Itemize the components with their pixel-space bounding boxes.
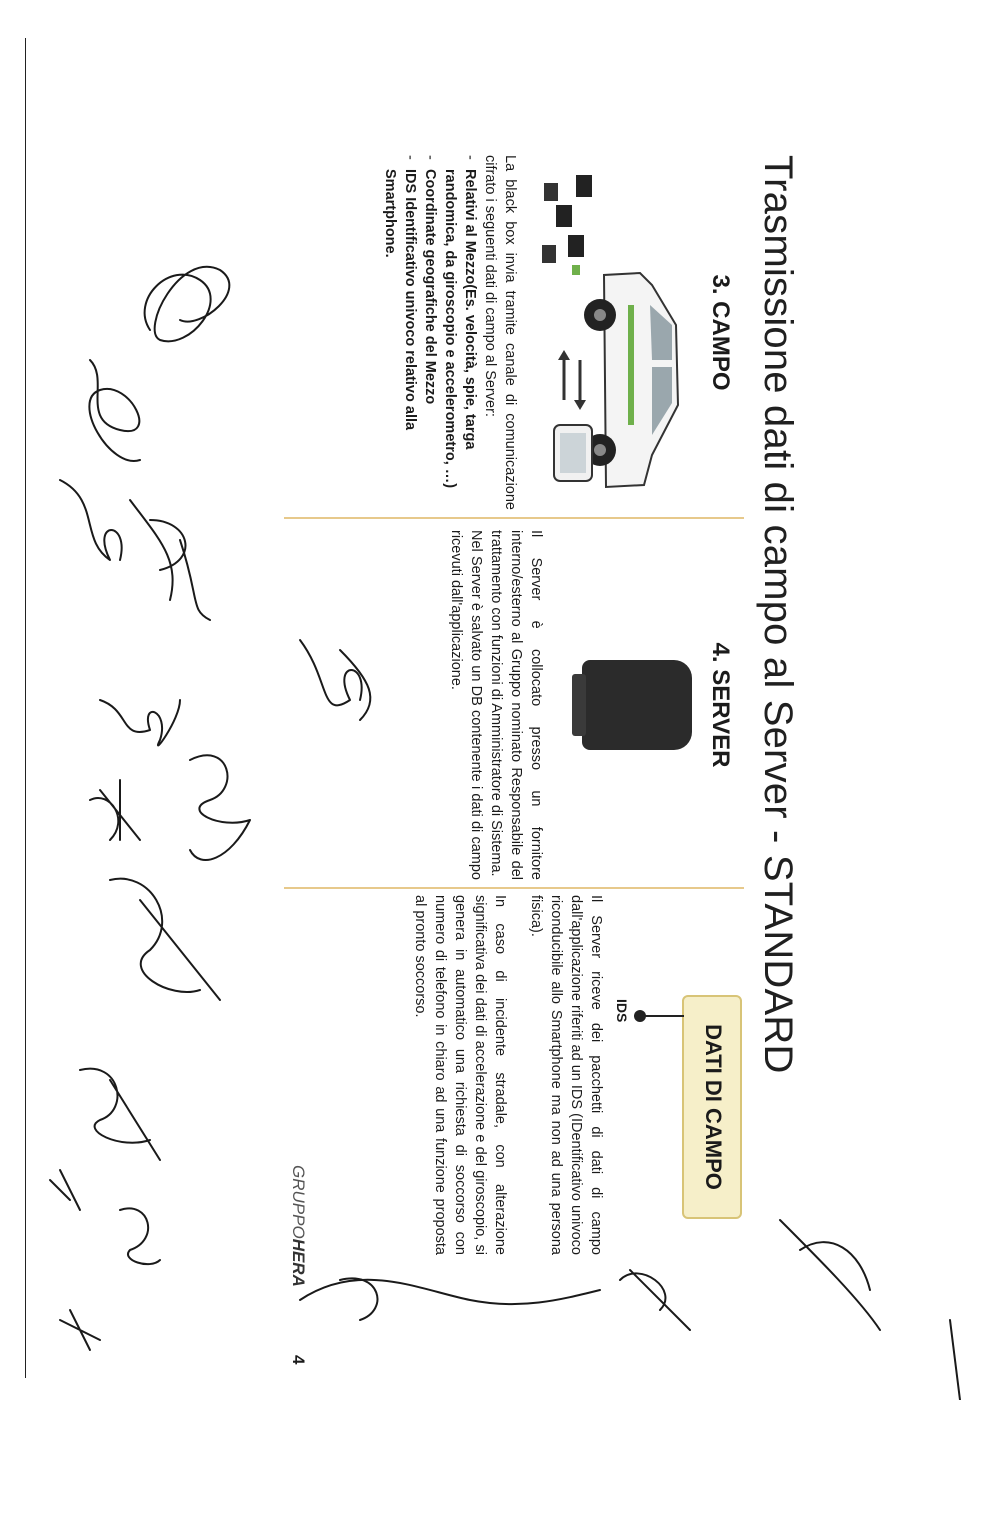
campo-intro: La black box invia tramite canale di comunicazione cifrato i seguenti dati di campo al Server:: [482, 155, 518, 510]
server-paragraph: Nel Server è salvato un DB contenente i dati di campo ricevuti dall'applicazione.: [448, 530, 484, 880]
spacer: [510, 895, 526, 1255]
dati-text: [410, 895, 606, 1255]
signature-mark: [145, 267, 230, 342]
dati-paragraph: Il Server riceve dei pacchetti di dati di campo dall'applicazione riferiti ad un IDS (IDentificativo univoco riconducibile allo Smartphone ma non ad una persona fisica).: [528, 895, 604, 1255]
slide-page: [244, 155, 804, 1515]
ids-connector-line: [642, 1015, 684, 1017]
signature-mark: [50, 1170, 80, 1210]
campo-bullet: - Coordinate geografiche del Mezzo: [420, 155, 440, 510]
signature-mark: [190, 755, 250, 860]
page-number: 4: [289, 1355, 308, 1365]
ids-connector-dot: [634, 1010, 646, 1022]
server-section: [446, 530, 734, 880]
dati-section: [412, 895, 734, 1255]
signature-mark: [100, 700, 180, 745]
server-icon: [582, 660, 692, 750]
column-divider: [284, 887, 744, 889]
signature-mark: [80, 1069, 160, 1160]
ids-label: IDS: [614, 999, 630, 1023]
column-divider: [284, 517, 744, 519]
signature-mark: [60, 480, 122, 560]
campo-bullet: - Relativi al Mezzo(Es. velocità, spie, targa randomica, da giroscopio e accelerometro, …): [440, 155, 480, 510]
car-icon: [532, 155, 692, 510]
dati-di-campo-box: DATI DI CAMPO: [682, 995, 742, 1219]
brand-prefix: GRUPPO: [289, 1165, 308, 1239]
signature-mark: [89, 360, 140, 461]
page-title: Trasmissione dati di campo al Server - STANDARD: [756, 155, 800, 1074]
campo-heading: 3. CAMPO: [707, 274, 734, 391]
dati-paragraph: In caso di incidente stradale, con alterazione significativa dei dati di accelerazione e del giroscopio, si genera in automatico una richiesta di soccorso con numero di telefono in chiaro ad una funzione proposta al pronto soccorso.: [412, 895, 508, 1255]
server-heading: 4. SERVER: [707, 642, 734, 768]
signature-mark: [950, 1320, 960, 1400]
gruppo-hera-logo: [288, 1165, 308, 1287]
car-blackbox-illustration: [532, 155, 692, 510]
campo-bullet: - IDS Identificativo univoco relativo alla Smartphone.: [380, 155, 420, 510]
signature-mark: [60, 1310, 100, 1350]
server-paragraph: Il Server è collocato presso un fornitore interno/esterno al Gruppo nominato Responsabile del trattamento con funzioni di Amministratore di Sistema.: [488, 530, 544, 880]
signature-mark: [120, 1208, 160, 1264]
brand-name: HERA: [289, 1238, 308, 1287]
signature-mark: [110, 879, 220, 1000]
signature-mark: [90, 780, 140, 840]
signature-mark: [130, 500, 210, 620]
scan-edge-line: [25, 38, 26, 1378]
campo-section: [380, 155, 734, 510]
